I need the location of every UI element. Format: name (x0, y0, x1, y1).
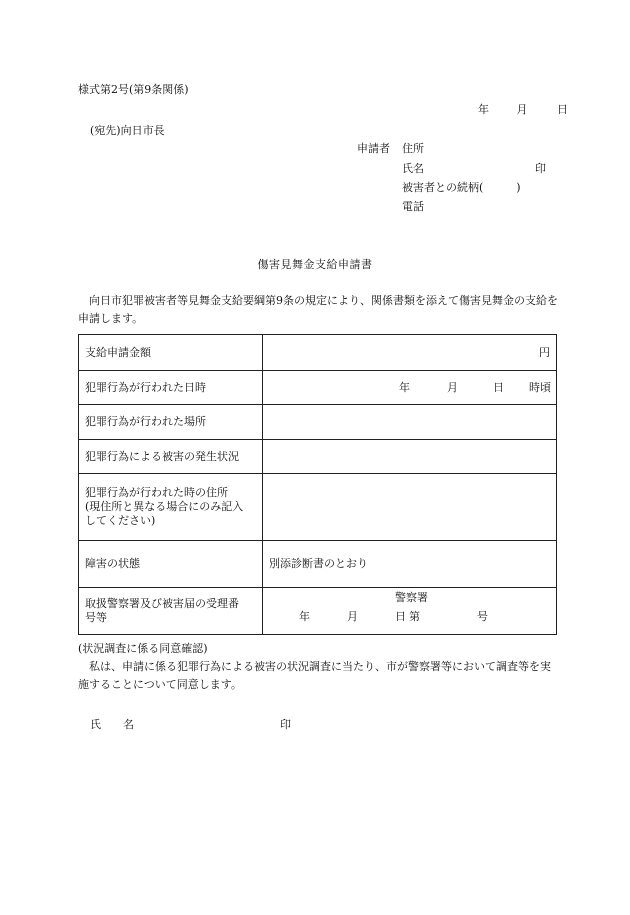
dt-time-label: 時頃 (529, 380, 551, 394)
application-form-table (78, 334, 557, 635)
applicant-address-label: 住所 (402, 142, 424, 155)
police-report-field[interactable] (263, 588, 557, 635)
form-number: 様式第2号(第9条関係) (78, 83, 189, 96)
applicant-label: 申請者 (357, 142, 390, 155)
application-statement: 向日市犯罪被害者等見舞金支給要綱第9条の規定により、関係書類を添えて傷害見舞金の支給を申請します。 (78, 294, 558, 325)
date-month-label: 月 (516, 103, 528, 116)
crime-datetime-label: 犯罪行為が行われた日時 (79, 371, 263, 405)
reg-day-label: 日 (395, 610, 406, 623)
applicant-seal-mark: 印 (535, 162, 546, 175)
police-report-label-line1: 取扱警察署及び被害届の受理番 (85, 597, 239, 610)
dt-day-label: 日 (493, 380, 504, 394)
damage-status-field[interactable] (263, 440, 557, 474)
address-at-crime-label-line3: してください) (85, 514, 156, 527)
date-day-label: 日 (557, 103, 568, 116)
police-station-label: 警察署 (395, 591, 428, 604)
table-row (79, 440, 557, 474)
injury-status-label: 障害の状態 (79, 541, 263, 588)
applicant-phone-label: 電話 (402, 200, 424, 213)
amount-unit: 円 (539, 345, 550, 359)
crime-place-field[interactable] (263, 405, 557, 440)
police-report-label (79, 588, 263, 635)
reg-number-suffix: 号 (477, 610, 488, 623)
document-title: 傷害見舞金支給申請書 (257, 258, 373, 271)
address-at-crime-label (79, 474, 263, 541)
amount-label: 支給申請金額 (79, 335, 263, 371)
damage-status-label: 犯罪行為による被害の発生状況 (79, 440, 263, 474)
table-row (79, 541, 557, 588)
table-row (79, 474, 557, 541)
address-at-crime-field[interactable] (263, 474, 557, 541)
dt-year-label: 年 (399, 380, 410, 394)
injury-status-value: 別添診断書のとおり (263, 541, 557, 588)
table-row (79, 335, 557, 371)
applicant-name-label: 氏名 (402, 162, 424, 175)
consent-seal-mark: 印 (280, 718, 291, 731)
application-date (478, 103, 568, 117)
reg-year-label: 年 (299, 610, 310, 623)
consent-heading: (状況調査に係る同意確認) (78, 642, 208, 655)
crime-datetime-field[interactable] (263, 371, 557, 405)
police-report-label-line2: 号等 (85, 611, 107, 624)
applicant-relation-label: 被害者との続柄( ) (402, 181, 521, 194)
dt-month-label: 月 (447, 380, 458, 394)
table-row (79, 405, 557, 440)
table-row (79, 371, 557, 405)
table-row (79, 588, 557, 635)
consent-name-label: 氏 名 (90, 718, 134, 731)
address-at-crime-label-line1: 犯罪行為が行われた時の住所 (85, 486, 228, 499)
reg-number-prefix: 第 (409, 610, 420, 623)
addressee: (宛先)向日市長 (90, 124, 165, 137)
consent-statement: 私は、申請に係る犯罪行為による被害の状況調査に当たり、市が警察署等において調査等を実施することについて同意します。 (78, 660, 551, 691)
amount-field[interactable] (263, 335, 557, 371)
reg-month-label: 月 (347, 610, 358, 623)
date-year-label: 年 (478, 103, 489, 116)
address-at-crime-label-line2: (現住所と異なる場合にのみ記入 (85, 500, 244, 513)
crime-place-label: 犯罪行為が行われた場所 (79, 405, 263, 440)
